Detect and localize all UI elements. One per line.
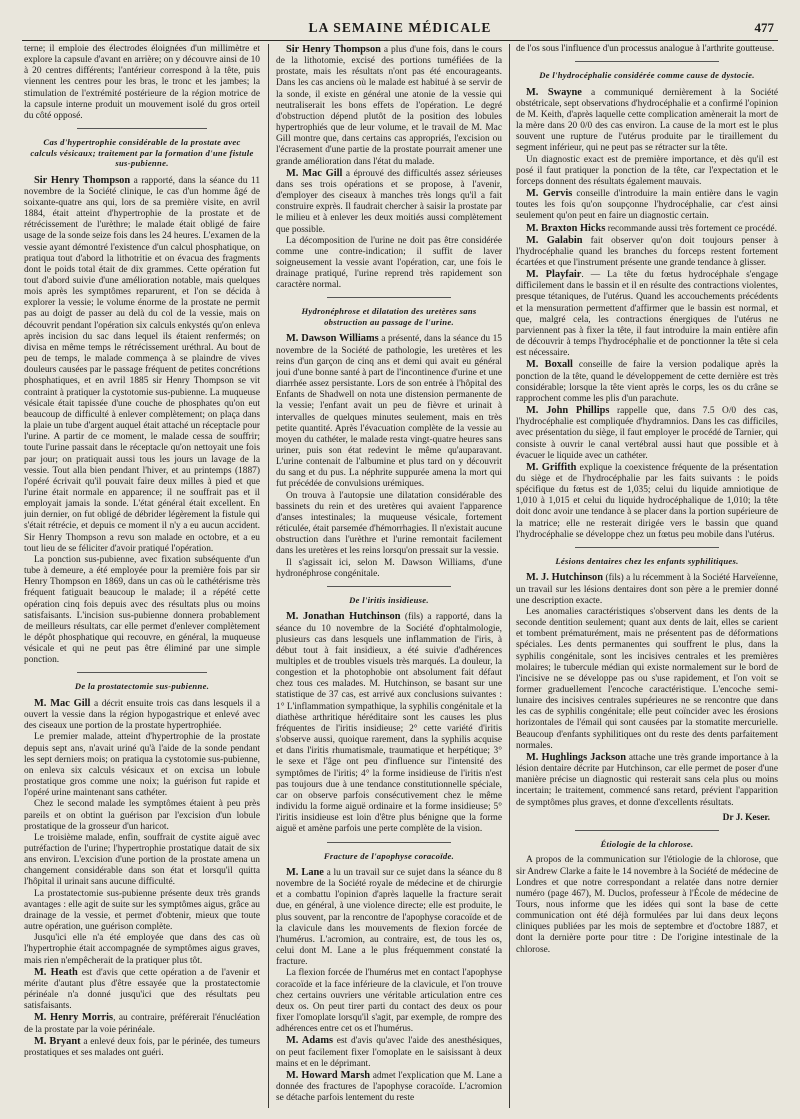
paragraph-text: a enlevé deux fois, par le périnée, des tumeurs prostatiques et ses malades ont guéri. xyxy=(24,1036,260,1058)
paragraph xyxy=(276,333,502,490)
paragraph-text: a plus d'une fois, dans le cours de la lithotomie, excisé des portions tuméfiées de la prostate, mais les résultats n'ont pas été encourageants. Dans les cas anciens où le malade est habitué à se servir de la sonde, il existe en général une atonie de la vessie qui neutraliserait les bons effets de l'opération. Le degré d'obstruction dépend plutôt de la position des lobules hypertrophiés que de leur volume, et le travail de M. Mac Gill montre que, dans certains cas appropriés, l'excision ou l'écrasement d'une partie de la prostate pourrait amener une grande amélioration dans l'état du malade. xyxy=(276,45,502,167)
speaker-name: M. Mac Gill xyxy=(286,167,343,179)
speaker-name: M. Henry Morris xyxy=(34,1012,114,1024)
paragraph xyxy=(516,44,778,55)
speaker-name: M. Bryant xyxy=(34,1035,81,1047)
paragraph xyxy=(24,1036,260,1059)
column-middle xyxy=(276,44,502,1108)
paragraph xyxy=(276,44,502,168)
paragraph-text: La prostatectomie sus-pubienne présente deux très grands avantages : elle agit de suite sur les symptômes aigus, grâce au drainage de la vessie, et permet d'obtenir, mieux que toute autre opération, une guérison complète. xyxy=(24,888,260,933)
column-divider xyxy=(268,44,269,1108)
paragraph-text: admet l'explication que M. Lane a donnée des fractures de l'apophyse coracoïde. L'acromion se détache parfois lentement du reste xyxy=(276,1070,502,1104)
paragraph-text: attache une très grande importance à la lésion dentaire décrite par Hutchinson, car elle permet de poser d'une manière précise un diagnostic qui resterait sans cela plus ou moins incertain; le traitement, commencé sans retard, prévient l'apparition de symptômes plus graves, et donne d'excellents résultats. xyxy=(516,752,778,808)
author-signature: Dr J. Keser. xyxy=(722,812,770,823)
section-heading: Hydronéphrose et dilatation des uretères sans obstruction au passage de l'urine. xyxy=(301,306,477,327)
paragraph-text: a présenté, dans la séance du 15 novembre de la Société de pathologie, les uretères et les reins d'un garçon de cinq ans et demi qui avait eu général joui d'une bonne santé à part de l'incontinence d'urine et une diarrhée assez persistante. Lors de son entrée à l'hôpital des Enfants de Shadwell on nota une distension permanente de la vessie; l'enfant avait un peu de fièvre et urinait à intervalles de quelques minutes seulement, mais en très petite quantité. Après l'évacuation complète de la vessie au moyen du cathéter, le malade resta vingt-quatre heures sans uriner, puis son état redevint le même qu'auparavant. L'urine contenait de l'albumine et plus tard on y découvrit du sang et du pus. La néphrite suppurée amena la mort qui fut précédée de convulsions urémiques. xyxy=(276,334,502,490)
paragraph xyxy=(24,698,260,732)
paragraph xyxy=(516,607,778,752)
paragraph xyxy=(516,855,778,955)
paragraph-text: a éprouvé des difficultés assez sérieuses dans ses trois opérations et se propose, à l'avenir, d'employer des ciseaux à manches très longs qu'il a fait construire exprès. Il faudrait chercher à saisir la prostate par le milieu et à enlever les deux moitiés aussi complètement que possible. xyxy=(276,168,502,235)
paragraph-text: a décrit ensuite trois cas dans lesquels il a ouvert la vessie dans la région hypogastrique et enlevé avec des ciseaux une portion de la prostate hypertrophiée. xyxy=(24,698,260,732)
paragraph-text: On trouva à l'autopsie une dilatation considérable des bassinets du rein et des uretères qui avaient l'apparence d'anses intestinales; la muqueuse vésicale, fortement réticulée, était parsemée d'hémorrhagies. Il n'existait aucune obstruction dans l'urèthre et l'urine remontait facilement dans les uretères et les reins lorsqu'on pressait sur la vessie. xyxy=(276,490,502,557)
speaker-name: M. Playfair xyxy=(526,269,582,281)
paragraph-text: est d'avis que cette opération a de l'avenir et mérite d'autant plus d'être essayée que la prostatectomie périnéale n'a donné jusqu'ici que des résultats peu satisfaisants. xyxy=(24,967,260,1012)
journal-title: LA SEMAINE MÉDICALE xyxy=(308,20,492,35)
paragraph xyxy=(516,188,778,222)
speaker-name: M. Howard Marsh xyxy=(286,1069,371,1081)
paragraph xyxy=(276,611,502,835)
paragraph-text: Jusqu'ici elle n'a été employée que dans des cas où l'hypertrophie était accompagnée de symptômes aigus graves, mais rien n'empêcherait de la pratiquer plus tôt. xyxy=(24,933,260,966)
paragraph xyxy=(276,558,502,580)
page-number: 477 xyxy=(754,20,774,35)
section-heading: Lésions dentaires chez les enfants syphilitiques. xyxy=(555,555,739,566)
paragraph-text: La ponction sus-pubienne, avec fixation subséquente d'un tube à demeure, a été employée pour la première fois par sir Henry Thompson en 1869, dans un cas où le cathétérisme très fréquent fatiguait beaucoup le malade; il a répété cette opération cinq fois depuis avec des résultats plus ou moins satisfaisants. L'incision sus-pubienne donnera probablement de meilleurs résultats, car elle permet d'enlever complètement le dépôt phosphatique qui recouvre, en général, la muqueuse vésicale et qui ne peut pas être éliminé par une simple ponction. xyxy=(24,554,260,666)
paragraph xyxy=(276,867,502,968)
page-header xyxy=(22,16,778,41)
speaker-name: M. Galabin xyxy=(526,234,583,246)
paragraph xyxy=(24,833,260,889)
paragraph-text: est d'avis qu'avec l'aide des anesthésiques, on peut facilement fixer l'omoplate en le saisissant à deux mains et en le déprimant. xyxy=(276,1036,502,1069)
speaker-name: M. Heath xyxy=(34,966,78,978)
paragraph xyxy=(24,555,260,667)
paragraph-text: Les anomalies caractéristiques s'observent dans les dents de la seconde dentition seulement; quant aux dents de lait, elles se carient et tombent prématurément, mais ne présentent pas de déformations spéciales. Les dents permanentes qui souffrent le plus, dans la syphilis congénitale, sont les incisives centrales et les premières molaires; le tubercule médian qui existe normalement sur le bord de l'incisive ne se développe pas ou s'use rapidement, et l'on voit se former graduellement l'encoche caractéristique. L'encoche semi-lunaire des incisives centrales supérieures ne se rencontre que dans les cas de syphilis congénitale; elle peut coïncider avec les érosions horizontales de l'émail qui sont causées par la stomatite mercurielle. Beaucoup d'enfants syphilitiques ont du reste des dents parfaitement normales. xyxy=(516,606,778,751)
paragraph-text: Chez le second malade les symptômes étaient à peu près pareils et on obtint la guérison par l'excision d'un lobule prostatique de la grosseur d'un haricot. xyxy=(24,799,260,832)
paragraph-text: conseille d'introduire la main entière dans le vagin toutes les fois qu'on soupçonne l'hydrocéphalie, car c'est ainsi seulement qu'on peut en faire un diagnostic certain. xyxy=(516,189,778,222)
paragraph xyxy=(516,155,778,188)
section-divider xyxy=(575,830,719,831)
paragraph-text: Un diagnostic exact est de première importance, et dès qu'il est posé il faut pratiquer la ponction de la tête, car l'expectation et le forceps donnent des résultats également mauvais. xyxy=(516,154,778,187)
speaker-name: M. Hughlings Jackson xyxy=(526,751,626,763)
paragraph-text: a rapporté, dans la séance du 11 novembre de la Société clinique, le cas d'un homme âgé de soixante-quatre ans qui, lors de sa première visite, en avril 1884, était atteint d'hypertrophie de la prostate et de rétrécissement de l'urèthre; le malade était obligé de faire usage de la sonde seize fois dans les 24 heures. L'examen de la vessie ayant démontré l'existence d'un calcul phosphatique, on pratiqua tout d'abord la lithotritie et on évacua des fragments dont le poids total était de dix grammes. Cette opération fut tout d'abord suivie d'une amélioration notable, mais quelques mois après les symptômes reparurent, et l'on se décida à explorer la vessie; le volume énorme de la prostate ne permit pas au doigt de passer au delà du col de la vessie, mais on découvrit pendant l'opération six calculs enkystés qu'on enleva après incision du sac dans lequel ils étaient renfermés; on divisa en même temps le rétrécissement uréthral. Au bout de peu de temps, le malade commença à se plaindre de vives douleurs causées par le passage fréquent de petites concrétions phosphatiques, et en avril 1885 sir Henry Thompson se vit contraint à pratiquer la cystotomie sus-pubienne. La muqueuse vésicale était tapissée d'une couche de phosphates qu'on eut beaucoup de difficulté à enlever complètement; on plaça dans la plaie un tube d'argent auquel était attaché un réceptacle pour l'urine. A partir de ce moment, le malade cessa de souffrir; toute l'urine passait dans le réceptacle qu'on nettoyait une fois par jour; on pratiquait aussi tous les jours un lavage de la vessie. Tout alla bien pendant l'hiver, et au printemps (1887) l'opéré écrivait qu'il pouvait faire deux milles à pied et que l'urine était normale en apparence; il ne souffrait pas et il employait jamais la sonde. L'état général était excellent. En juin dernier, on fut obligé de débrider légèrement la fistule qui s'était rétrécie, et depuis ce moment il n'y a eu aucun accident. Sir Henry Thompson a revu son malade en octobre, et a eu tout lieu de se féliciter d'avoir pratiqué l'opération. xyxy=(24,175,260,554)
paragraph xyxy=(516,269,778,359)
paragraph xyxy=(24,799,260,832)
paragraph xyxy=(24,967,260,1013)
section-heading: De l'iritis insidieuse. xyxy=(349,594,429,605)
paragraph-text: , au contraire, préférerait l'énucléation de la prostate par la voie périnéale. xyxy=(24,1013,260,1035)
paragraph xyxy=(276,1035,502,1069)
paragraph-text: (fils) a rapporté, dans la séance du 10 novembre de la Société d'ophtalmologie, plusieurs cas dans lesquels une inflammation de l'iris, à début tout à fait insidieux, a été suivie d'adhérences multiples et de troubles visuels très marqués. La douleur, la congestion et la photophobie ont absolument fait défaut chez tous ces malades. M. Hutchinson, se basant sur une statistique de 37 cas, est arrivé aux conclusions suivantes : 1° L'inflammation sympathique, la syphilis congénitale et la diathèse arthritique héréditaire sont les causes les plus fréquentes de l'iritis insidieuse; 2° cette variété d'iritis s'observe aussi, quoique rarement, dans la syphilis acquise et dans l'iritis rhumatismale, traumatique et herpétique; 3° le sexe et l'âge ont peu d'influence sur l'intensité des symptômes de l'iritis; 4° la forme insidieuse de l'iritis n'est pas toujours due à une tendance constitutionnelle spéciale, car on observe parfois consécutivement chez le même individu la forme aiguë ordinaire et la forme insidieuse; 5° l'iritis insidieuse est loin d'être plus bénigne que la forme aiguë et amène parfois une perte complète de la vision. xyxy=(276,612,502,835)
speaker-name: Sir Henry Thompson xyxy=(34,174,131,186)
paragraph-text: conseille de faire la version podalique après la ponction de la tête, quand le développement de cette dernière est très considérable; lorsque la tête vient après le corps, les os du crâne se rapprochent comme les plis d'un parachute. xyxy=(516,360,778,404)
section-divider xyxy=(327,586,451,587)
paragraph xyxy=(516,223,778,235)
paragraph xyxy=(276,168,502,236)
paragraph xyxy=(516,359,778,405)
paragraph xyxy=(24,933,260,966)
paragraph-text: recommande aussi très fortement ce procédé. xyxy=(605,223,777,234)
paragraph-text: La flexion forcée de l'humérus met en contact l'apophyse coracoïde et la face inférieure de la clavicule, et l'on trouve chez certains ouvriers une véritable articulation entre ces deux os. On peut tirer parti du contact des deux os pour fixer l'omoplate lorsqu'il s'agit, par exemple, de rompre des adhérences entre cet os et l'humérus. xyxy=(276,968,502,1035)
paragraph-text: explique la coexistence fréquente de la présentation du siège et de l'hydrocéphalie par les faits suivants : le poids spécifique du fœtus est de 1,035; celui du liquide amniotique de 1,010 à 1,015 et celui du liquide hydrocéphalique de 1,010; la tête doit donc avoir une tendance à se placer dans la portion supérieure de la matrice; elle ne resterait dirigée vers le bassin que quand l'hydrocéphalie se développe chez un fœtus peu mobile dans l'utérus. xyxy=(516,462,778,540)
speaker-name: Sir Henry Thompson xyxy=(286,44,381,55)
section-divider xyxy=(575,61,719,62)
paragraph-text: rappelle que, dans 7.5 O/0 des cas, l'hydrocéphalie est compliquée d'hydramnios. Dans les cas difficiles, avec présentation du siège, il faut employer le procédé de Tarnier, qui consiste à ouvrir le canal vertébral aussi haut que possible et à évacuer le liquide avec un cathéter. xyxy=(516,406,778,461)
section-heading: De la prostatectomie sus-pubienne. xyxy=(74,681,210,692)
speaker-name: M. Dawson Williams xyxy=(286,333,379,345)
section-divider xyxy=(327,842,451,843)
section-heading: Cas d'hypertrophie considérable de la prostate avec calculs vésicaux; traitement par la formation d'une fistule sus-pubienne. xyxy=(30,137,254,169)
paragraph-text: de l'os sous l'influence d'un processus analogue à l'arthrite goutteuse. xyxy=(516,44,775,54)
section-divider xyxy=(77,672,207,673)
paragraph-text: La décomposition de l'urine ne doit pas être considérée comme une contre-indication; il suffit de laver soigneusement la vessie avant l'opération, car, une fois le drainage pratiqué, l'urine reprend très rapidement son caractère normal. xyxy=(276,235,502,291)
paragraph xyxy=(516,752,778,809)
speaker-name: M. Jonathan Hutchinson xyxy=(286,611,401,623)
paragraph xyxy=(24,732,260,799)
column-left xyxy=(24,44,260,1108)
paragraph xyxy=(24,889,260,934)
paragraph xyxy=(276,968,502,1035)
column-divider xyxy=(509,44,510,1108)
section-divider xyxy=(327,297,451,298)
section-divider xyxy=(575,547,719,548)
column-right xyxy=(516,44,778,1108)
paragraph-text: . — La tête du fœtus hydrocéphale s'engage difficilement dans le bassin et il en résulte des contractions violentes, presque tétaniques, de l'utérus. Quand les accouchements précédents et la mensuration permettent d'affirmer que le bassin est normal, et que, malgré cela, les contractions énergiques de l'utérus ne parviennent pas à fixer la tête, il faut introduire la main entière afin de découvrir à temps l'hydrocéphalie et de ponctionner la tête si cela est nécessaire. xyxy=(516,270,778,359)
section-divider xyxy=(77,128,207,129)
paragraph xyxy=(276,491,502,558)
paragraph xyxy=(516,572,778,606)
paragraph-text: Le premier malade, atteint d'hypertrophie de la prostate depuis sept ans, n'avait uriné qu'à l'aide de la sonde pendant les sept derniers mois; on pratiqua la cystotomie sus-pubienne, on enleva six calculs vésicaux et on excisa un lobule prostatique gros comme une noix; la guérison fut rapide et l'opéré urine maintenant sans cathéter. xyxy=(24,732,260,799)
speaker-name: M. Boxall xyxy=(526,359,573,371)
section-heading: De l'hydrocéphalie considérée comme cause de dystocie. xyxy=(539,70,755,81)
section-heading: Étiologie de la chlorose. xyxy=(600,838,694,849)
section-heading: Fracture de l'apophyse coracoïde. xyxy=(323,850,455,861)
paragraph xyxy=(516,235,778,269)
speaker-name: M. J. Hutchinson xyxy=(526,572,604,584)
paragraph xyxy=(276,236,502,292)
paragraph-text: terne; il emploie des électrodes éloignées d'un millimètre et explore la capsule d'avant en arrière; on y découvre ainsi de 10 à 20 centres différents; l'antérieur correspond à la tête, puis viennent les centres pour les bras, le tronc et les jambes; la stimulation de l'extrémité postérieure de la région motrice de la capsule interne produit un mouvement isolé du gros orteil du côté opposé. xyxy=(24,44,260,121)
speaker-name: M. Gervis xyxy=(526,188,573,200)
speaker-name: M. Braxton Hicks xyxy=(526,222,606,234)
speaker-name: M. Lane xyxy=(286,867,324,878)
speaker-name: M. Swayne xyxy=(526,86,582,98)
paragraph-text: Le troisième malade, enfin, souffrait de cystite aiguë avec putréfaction de l'urine; l'hypertrophie prostatique datait de six ans environ. L'excision d'une portion de la prostate amena un changement considérable dans son état et lorsqu'il quitta l'hôpital il urinait sans aucune difficulté. xyxy=(24,832,260,888)
paragraph-text: Il s'agissait ici, selon M. Dawson Williams, d'une hydronéphrose congénitale. xyxy=(276,557,502,579)
paragraph xyxy=(24,1012,260,1035)
speaker-name: M. Mac Gill xyxy=(34,697,91,709)
speaker-name: M. Griffith xyxy=(526,461,577,473)
paragraph-text: a communiqué dernièrement à la Société obstétricale, sept observations d'hydrocéphalie et a confirmé l'opinion de M. Keith, d'après laquelle cette complication amènerait la mort de la mère dans 20 0/0 des cas environ. La cause de la mort est le plus souvent une rupture de l'utérus produite par le tiraillement du segment inférieur, qui ne peut pas se rétracter sur la tête. xyxy=(516,87,778,154)
paragraph xyxy=(516,462,778,541)
paragraph-text: a lu un travail sur ce sujet dans la séance du 8 novembre de la Société royale de médecine et de chirurgie et a combattu l'opinion d'après laquelle la fracture serait due, en général, à une violence directe; elle est produite, le plus souvent, par la rencontre de l'apophyse coracoïde et de la clavicule dans les mouvements de flexion forcée de l'humérus. L'acromion, au contraire, est, de tous les os, celui dont M. Lane a le plus fréquemment constaté la fracture. xyxy=(276,868,502,968)
paragraph xyxy=(276,1070,502,1104)
speaker-name: M. Adams xyxy=(286,1035,334,1047)
paragraph xyxy=(24,44,260,122)
paragraph xyxy=(516,87,778,155)
paragraph-text: fait observer qu'on doit toujours penser à l'hydrocéphalie quand les branches du forceps restent fortement écartées et que l'instrument présente une grande tendance à glisser. xyxy=(516,235,778,268)
paragraph xyxy=(24,175,260,555)
paragraph-text: A propos de la communication sur l'étiologie de la chlorose, que sir Andrew Clarke a faite le 14 novembre à la Société de médecine de Londres et que notre correspondant a relatée dans notre dernier numéro (page 467), M. Duclos, professeur à l'École de médecine de Tours, nous informe que les idées qui sont la base de cette communication ont été déjà formulées par lui dans deux leçons cliniques publiées par les mois de septembre et d'octobre 1887, et dont la dernière porte pour titre : De l'origine intestinale de la chlorose. xyxy=(516,855,778,955)
paragraph-text: (fils) a lu récemment à la Société Harveïenne, un travail sur les lésions dentaires dont son père a le premier donné une description exacte. xyxy=(516,573,778,606)
paragraph xyxy=(516,405,778,462)
speaker-name: M. John Phillips xyxy=(526,405,610,417)
